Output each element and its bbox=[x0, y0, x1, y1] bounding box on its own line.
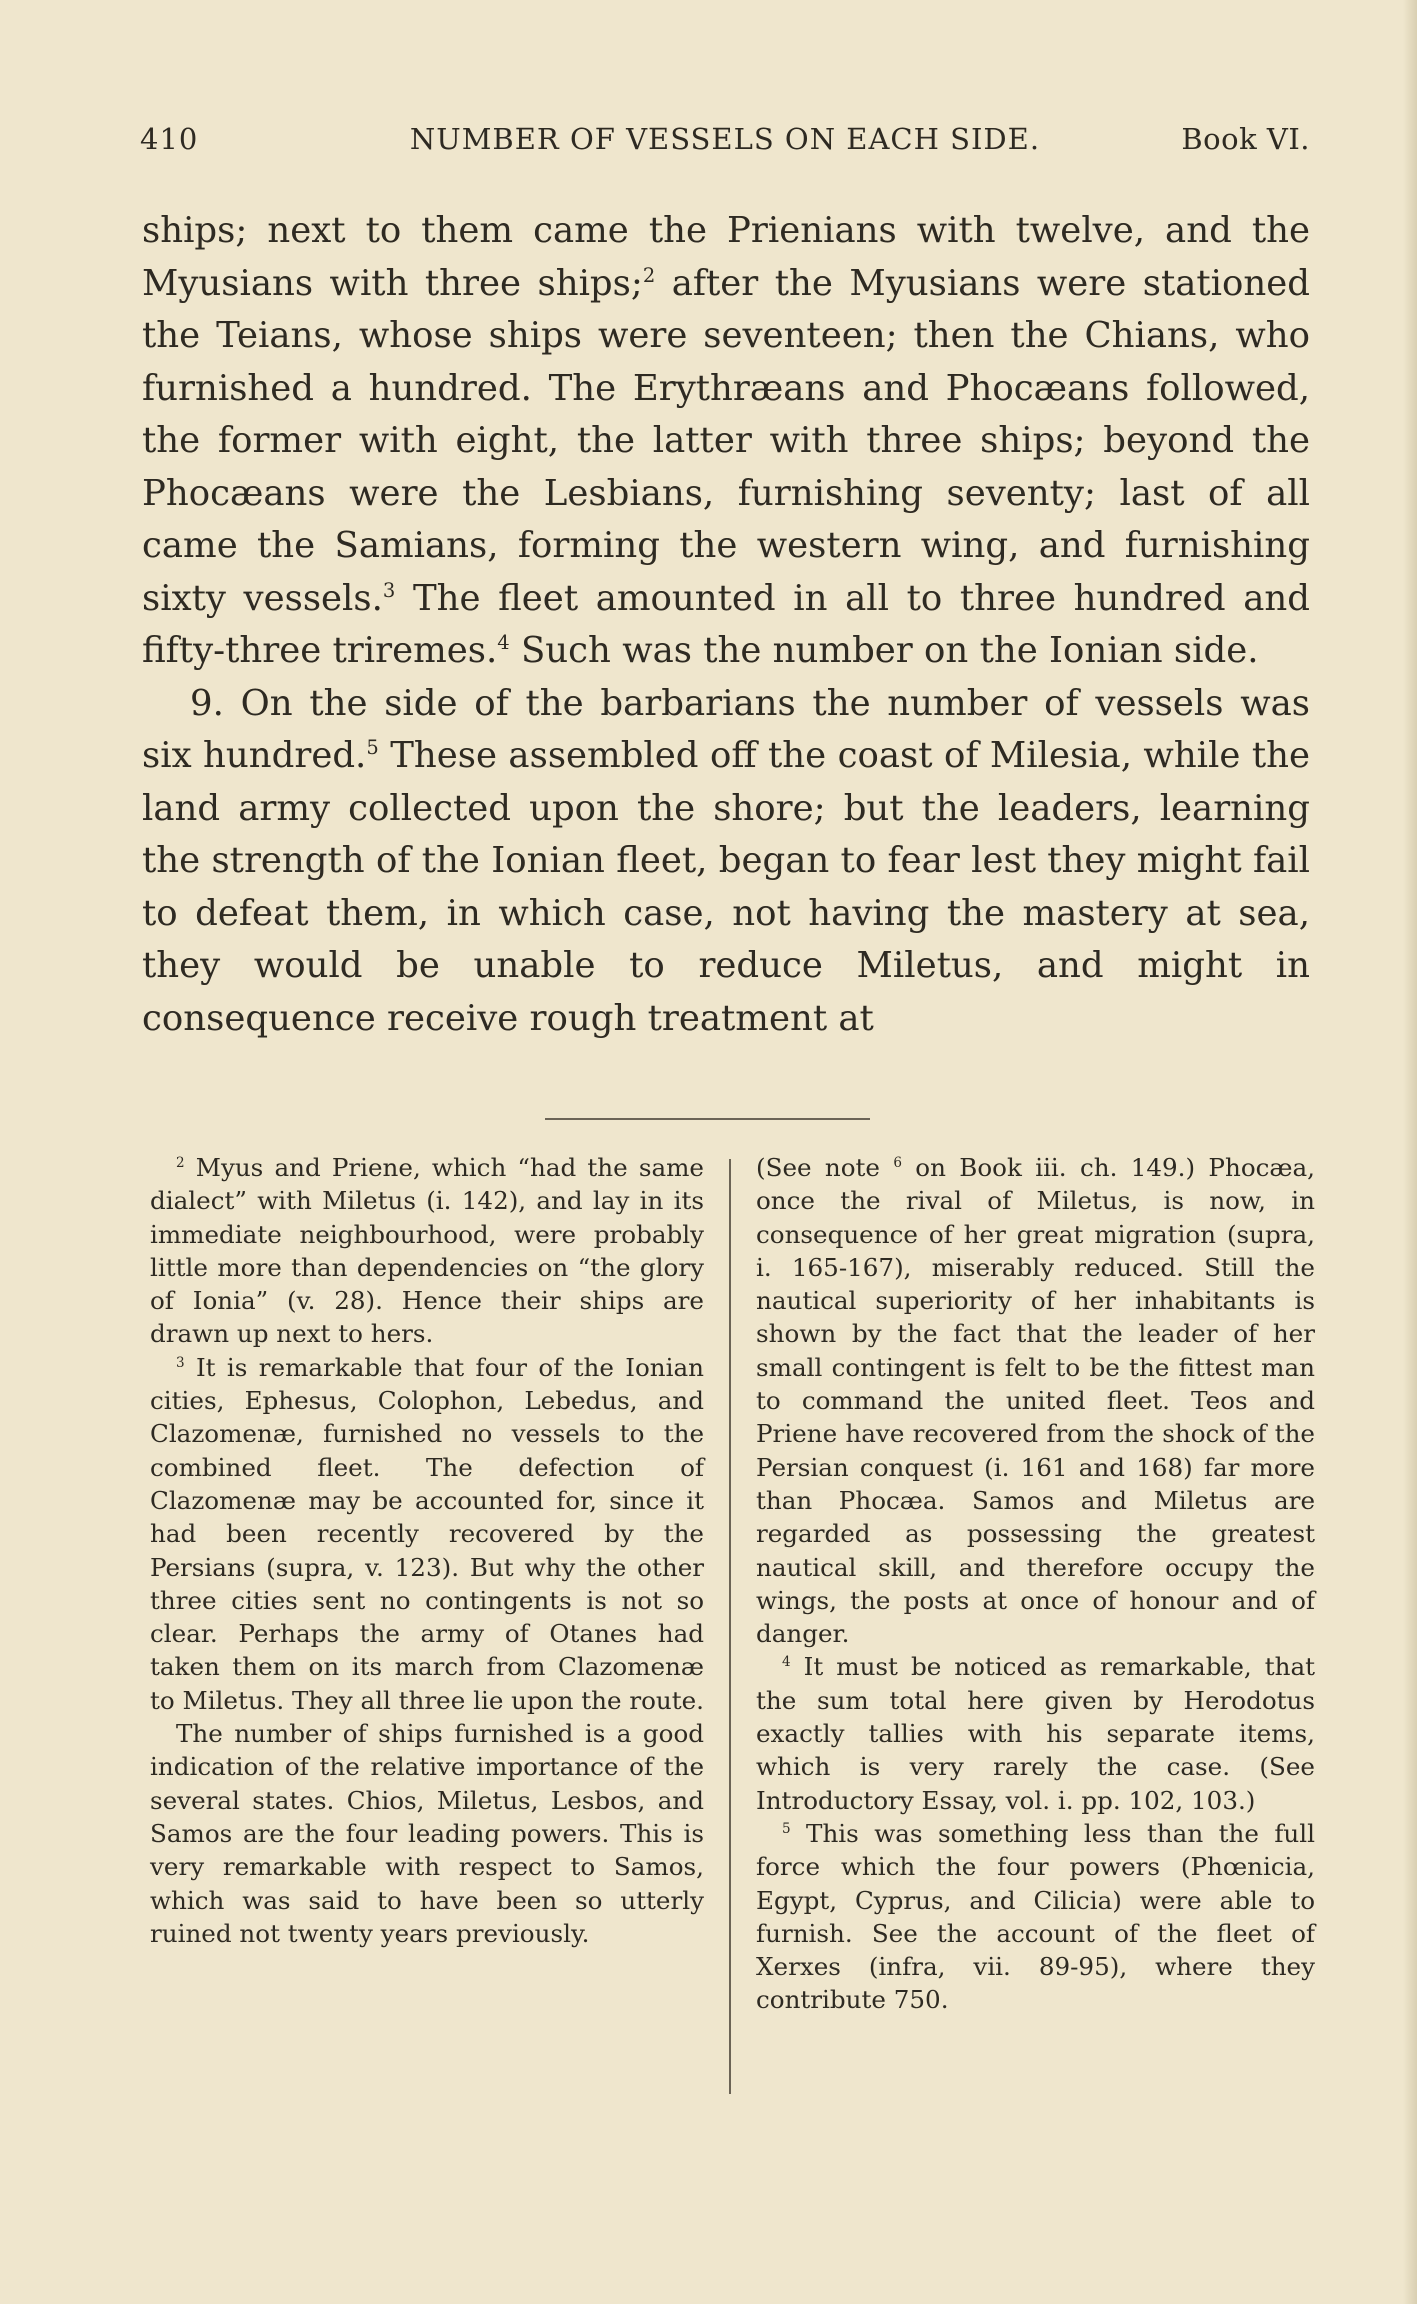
footnote-text: on Book iii. ch. 149.) Phocæa, once the rival of Miletus, is now, in consequence of her great migration (supra, i. 165-167), miserably reduced. Still the nautical superiority of her inhabitants is shown by the fact that the leader of her small contingent is felt to be the fittest man to command the united fleet. Teos and Priene have recovered from the shock of the Persian conquest (i. 161 and 168) far more than Phocæa. Samos and Miletus are regarded as possessing the greatest nautical skill, and therefore occupy the wings, the posts at once of honour and of danger. bbox=[756, 1153, 1315, 1649]
footnote-ref-4: 4 bbox=[497, 631, 510, 655]
paragraph-ionian-fleet bbox=[142, 205, 1310, 678]
footnote-marker-4: 4 bbox=[782, 1654, 791, 1671]
footnote-2 bbox=[150, 1151, 704, 1351]
footnote-column-left bbox=[150, 1151, 704, 1950]
text-run: The fleet amounted in all to three hundred and fifty-three triremes. bbox=[142, 577, 1310, 671]
text-run: after the Myusians were stationed the Teians, whose ships were seventeen; then the Chians, who furnished a hundred. The Erythræans and Phocæans followed, the former with eight, the latter with three ships; beyond the Phocæans were the Lesbians, furnishing seventy; last of all came the Samians, forming the western wing, and furnishing sixty vessels. bbox=[142, 262, 1310, 619]
footnote-ref-3: 3 bbox=[382, 578, 396, 602]
footnote-marker-2: 2 bbox=[176, 1154, 185, 1171]
note-reference-6: 6 bbox=[893, 1154, 902, 1171]
footnote-text: It is remarkable that four of the Ionian cities, Ephesus, Colophon, Lebedus, and Clazomenæ, furnished no vessels to the combined fleet. The defection of Clazomenæ may be accounted for, since it had been recently recovered by the Persians (supra, v. 123). But why the other three cities sent no contingents is not so clear. Perhaps the army of Otanes had taken them on its march from Clazomenæ to Miletus. They all three lie upon the route. bbox=[150, 1352, 704, 1715]
footnote-marker-5: 5 bbox=[782, 1820, 791, 1837]
footnote-ref-2: 2 bbox=[642, 263, 656, 287]
text-run: Such was the number on the Ionian side. bbox=[509, 630, 1259, 671]
footnote-text: (See note bbox=[756, 1153, 894, 1182]
footnote-text: Myus and Priene, which “had the same dialect” with Miletus (i. 142), and lay in its immediate neighbourhood, were probably little more than dependencies on “the glory of Ionia” (v. 28). Hence their ships are drawn up next to hers. bbox=[150, 1153, 704, 1349]
footnote-5 bbox=[756, 1817, 1315, 2017]
footnote-3 bbox=[150, 1351, 704, 1717]
main-text bbox=[142, 205, 1310, 1045]
text-run: These assembled off the coast of Milesia, while the land army collected upon the shore; but the leaders, learning the strength of the Ionian fleet, began to fear lest they might fail to defeat them, in which case, not having the mastery at sea, they would be unable to reduce Miletus, and might in consequence receive rough treatment at bbox=[142, 735, 1310, 1039]
book-reference: Book VI. bbox=[1181, 122, 1310, 156]
page-number: 410 bbox=[140, 122, 199, 156]
footnote-column-divider bbox=[729, 1159, 731, 2094]
footnote-marker-3: 3 bbox=[176, 1354, 185, 1371]
page-edge-shadow bbox=[1403, 0, 1417, 2304]
footnote-4 bbox=[756, 1650, 1315, 1816]
paragraph-section-9 bbox=[142, 678, 1310, 1046]
running-title: NUMBER OF VESSELS ON EACH SIDE. bbox=[409, 122, 1041, 156]
footnote-ref-5: 5 bbox=[366, 736, 379, 760]
footnote-3-continued: The number of ships furnished is a good indication of the relative importance of the several states. Chios, Miletus, Lesbos, and Samos are the four leading powers. This is very remarkable with respect to Samos, which was said to have been so utterly ruined not twenty years previously. bbox=[150, 1719, 704, 1948]
running-head bbox=[140, 122, 1310, 162]
footnotes bbox=[150, 1151, 1315, 2101]
footnote-text: It must be noticed as remarkable, that the sum total here given by Herodotus exactly tallies with his separate items, which is very rarely the case. (See Introductory Essay, vol. i. pp. 102, 103.) bbox=[756, 1652, 1315, 1815]
footnote-3-right-continued bbox=[756, 1151, 1315, 1650]
text-run: 9. On the side of the barbarians the number of vessels was six hundred. bbox=[142, 682, 1310, 776]
footnote-text: This was something less than the full force which the four powers (Phœnicia, Egypt, Cyprus, and Cilicia) were able to furnish. See the account of the fleet of Xerxes (infra, vii. 89-95), where they contribute 750. bbox=[756, 1818, 1315, 2015]
footnote-column-right bbox=[756, 1151, 1315, 2017]
footnote-separator-rule bbox=[545, 1118, 870, 1120]
text-run: ships; next to them came the Prienians with twelve, and the Myusians with three ships; bbox=[142, 210, 1310, 304]
